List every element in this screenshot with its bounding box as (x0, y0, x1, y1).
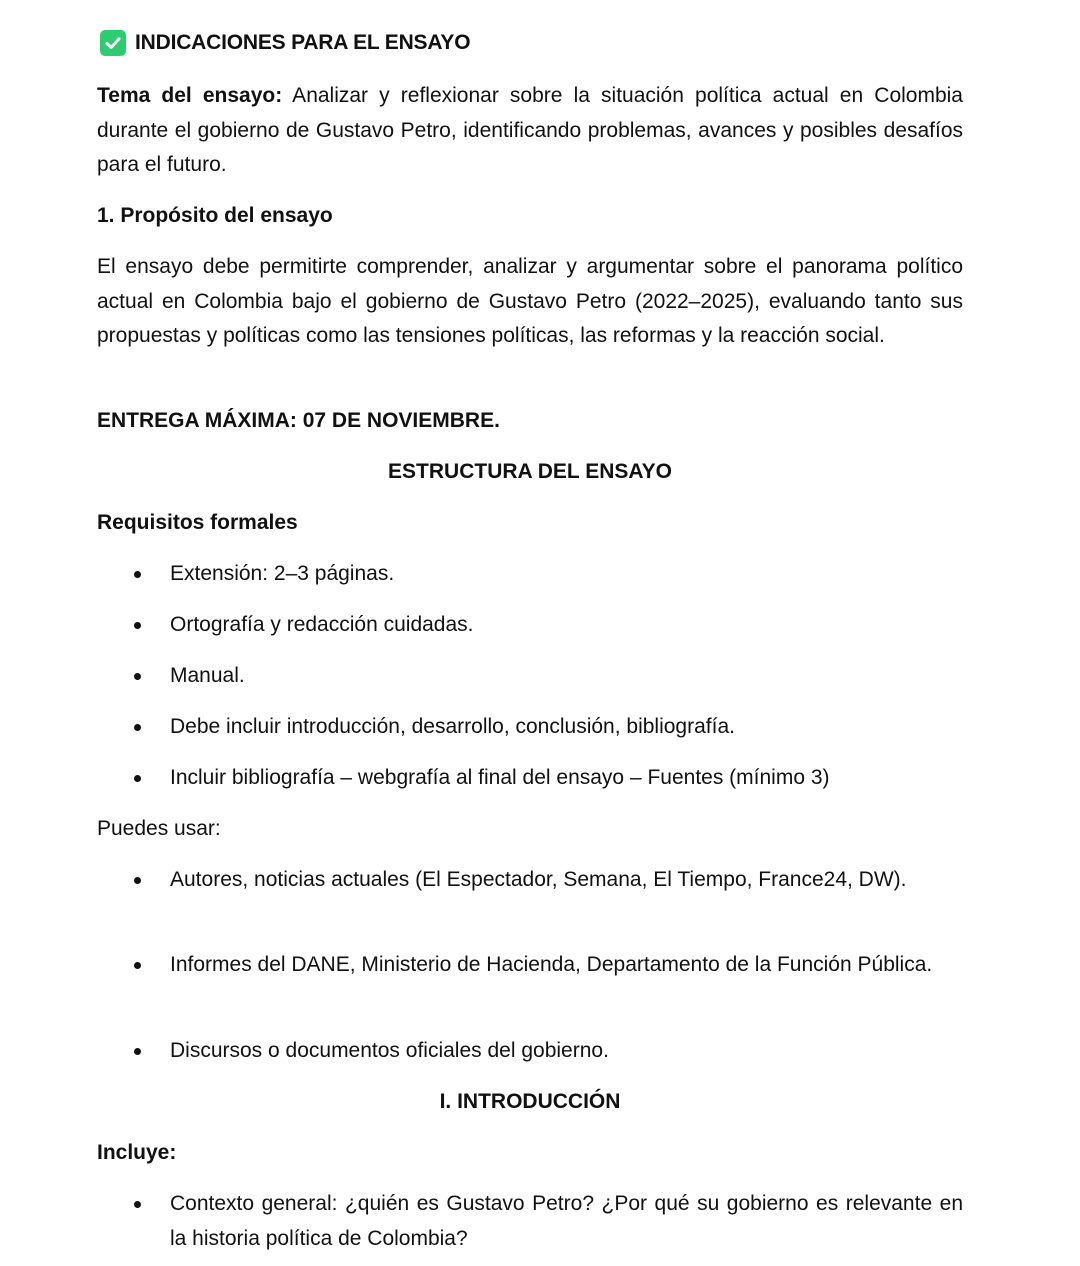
list-item-text: Incluir bibliografía – webgrafía al final del ensayo – Fuentes (mínimo 3) (170, 766, 830, 789)
incluye-title: Incluye: (97, 1141, 177, 1164)
list-item-text: Extensión: 2–3 páginas. (170, 562, 395, 585)
tema-label: Tema del ensayo: (97, 84, 283, 107)
tema-text: Analizar y reflexionar sobre la situación política actual en Colombia durante el gobierno de Gustavo Petro, identificando problemas, avances y posibles desafíos para el futuro. (97, 84, 963, 176)
document-heading (100, 30, 470, 56)
estructura-title: ESTRUCTURA DEL ENSAYO (388, 460, 672, 483)
introduccion-title: I. INTRODUCCIÓN (439, 1090, 621, 1113)
bullet-icon (134, 673, 141, 680)
bullet-icon (134, 962, 141, 969)
list-item-text: Autores, noticias actuales (El Espectador, Semana, El Tiempo, France24, DW). (170, 868, 907, 891)
check-box-icon (100, 30, 126, 56)
proposito-paragraph: El ensayo debe permitirte comprender, analizar y argumentar sobre el panorama político actual en Colombia bajo el gobierno de Gustavo Petro (2022–2025), evaluando tanto sus propuestas y políticas como las tensiones políticas, las reformas y la reacción social. (97, 255, 963, 347)
list-item-text: Informes del DANE, Ministerio de Hacienda, Departamento de la Función Pública. (170, 953, 933, 976)
entrega-deadline: ENTREGA MÁXIMA: 07 DE NOVIEMBRE. (97, 409, 500, 432)
bullet-icon (134, 1048, 141, 1055)
proposito-title: 1. Propósito del ensayo (97, 204, 333, 227)
bullet-icon (134, 775, 141, 782)
heading-text: INDICACIONES PARA EL ENSAYO (135, 31, 471, 54)
list-item-text: Contexto general: ¿quién es Gustavo Petro? ¿Por qué su gobierno es relevante en la historia política de Colombia? (170, 1192, 963, 1250)
list-item-text: Manual. (170, 664, 245, 687)
bullet-icon (134, 1201, 141, 1208)
bullet-icon (134, 877, 141, 884)
bullet-icon (134, 571, 141, 578)
bullet-icon (134, 622, 141, 629)
list-item-text: Discursos o documentos oficiales del gobierno. (170, 1039, 609, 1062)
list-item-text: Debe incluir introducción, desarrollo, conclusión, bibliografía. (170, 715, 735, 738)
requisitos-title: Requisitos formales (97, 511, 298, 534)
tema-paragraph (97, 79, 963, 183)
bullet-icon (134, 724, 141, 731)
list-item-text: Ortografía y redacción cuidadas. (170, 613, 474, 636)
puedes-usar-title: Puedes usar: (97, 817, 221, 840)
